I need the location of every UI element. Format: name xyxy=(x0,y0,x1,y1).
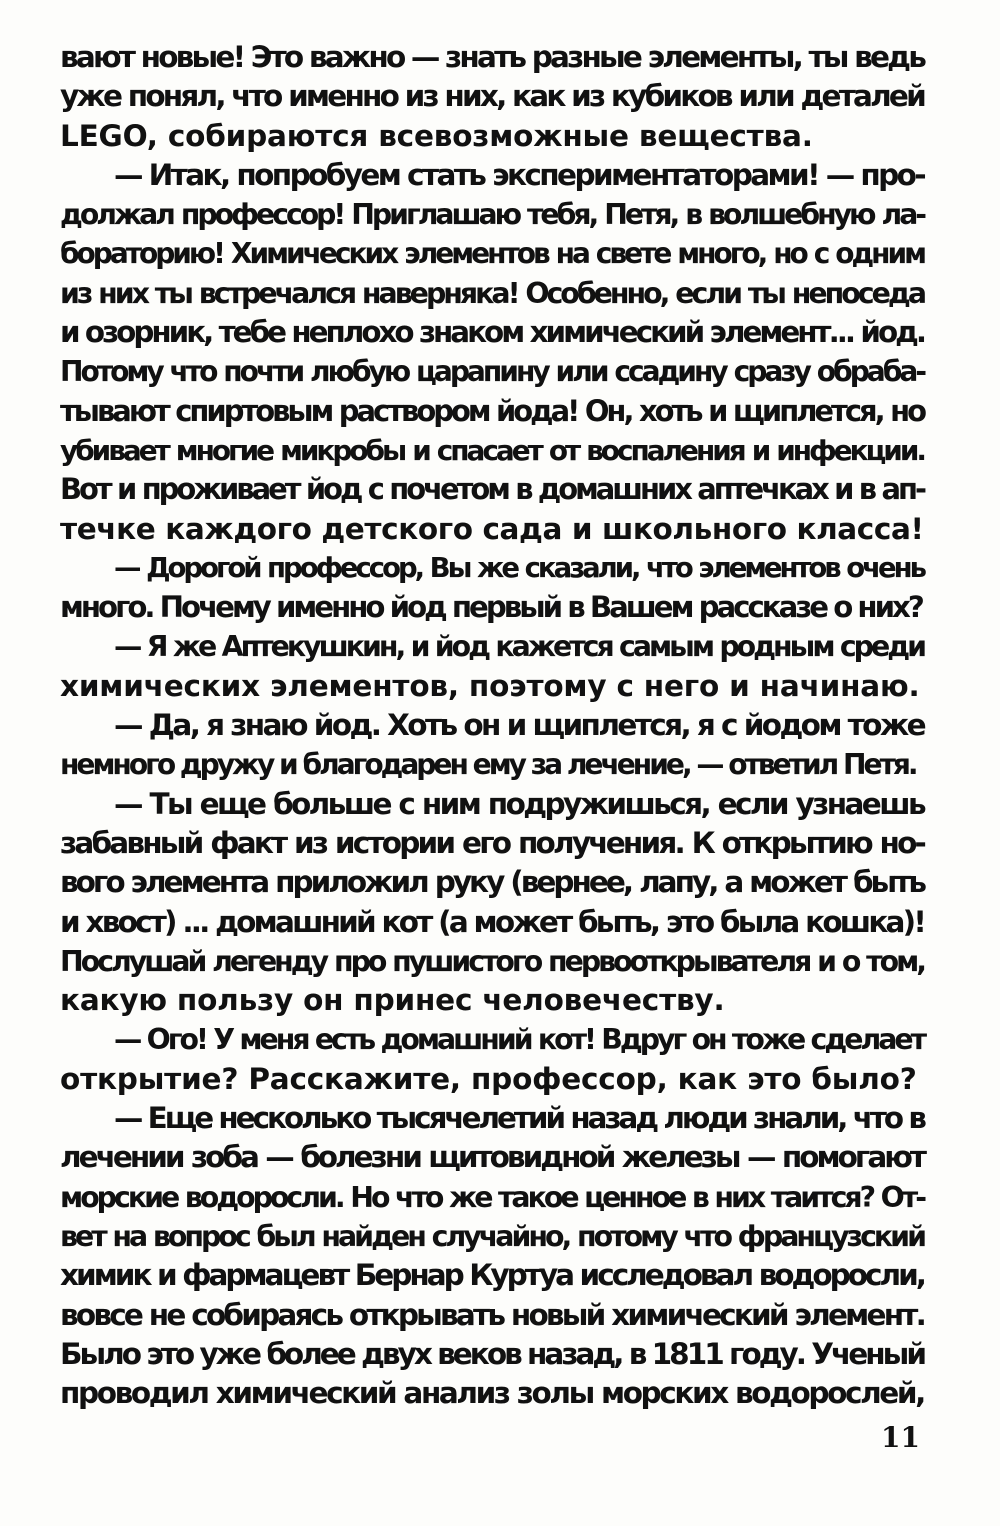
text-line: много. Почему именно йод первый в Вашем рассказе о них? xyxy=(60,590,922,625)
text-line: — Ты еще больше с ним подружишься, если узнаешь xyxy=(114,786,924,821)
text-line: Было это уже более двух веков назад, в 1811 году. Ученый xyxy=(60,1336,924,1371)
text-line: — Еще несколько тысячелетий назад люди знали, что в xyxy=(114,1101,924,1136)
text-line: и озорник, тебе неплохо знаком химический элемент... йод. xyxy=(60,315,924,350)
text-line: немного дружу и благодарен ему за лечение, — ответил Петя. xyxy=(60,748,916,782)
text-line: вого элемента приложил руку (вернее, лапу, а может быть xyxy=(60,865,924,900)
text-line: лечении зоба — болезни щитовидной железы — помогают xyxy=(60,1140,924,1175)
text-line: Послушай легенду про пушистого первооткрывателя и о том, xyxy=(60,944,924,978)
text-line: бораторию! Химических элементов на свете много, но с одним xyxy=(60,237,924,271)
text-line: Вот и проживает йод с почетом в домашних аптечках и в ап- xyxy=(60,472,924,507)
text-line: тывают спиртовым раствором йода! Он, хоть и щиплется, но xyxy=(60,393,924,428)
text-line: вет на вопрос был найден случайно, потому что французский xyxy=(60,1219,924,1253)
text-line: — Я же Аптекушкин, и йод кажется самым родным среди xyxy=(114,630,924,664)
text-line: — Ого! У меня есть домашний кот! Вдруг он тоже сделает xyxy=(114,1023,924,1057)
text-line: проводил химический анализ золы морских водорослей, xyxy=(60,1376,924,1411)
page-number: 11 xyxy=(881,1421,920,1454)
text-line: морские водоросли. Но что же такое ценное в них таится? От- xyxy=(60,1180,924,1214)
text-line: и хвост) ... домашний кот (а может быть, это была кошка)! xyxy=(60,904,924,939)
text-line: вовсе не собираясь открывать новый химический элемент. xyxy=(60,1297,924,1332)
text-line: химических элементов, поэтому с него и начинаю. xyxy=(60,668,920,703)
text-line: LEGO, собираются всевозможные вещества. xyxy=(60,118,813,153)
text-line: уже понял, что именно из них, как из кубиков или деталей xyxy=(60,79,924,114)
text-line: течке каждого детского сада и школьного класса! xyxy=(60,511,924,546)
text-line: вают новые! Это важно — знать разные элементы, ты ведь xyxy=(60,40,925,74)
text-line: должал профессор! Приглашаю тебя, Петя, в волшебную ла- xyxy=(60,198,924,232)
text-line: открытие? Расскажите, профессор, как это было? xyxy=(60,1061,917,1096)
text-line: убивает многие микробы и спасает от воспаления и инфекции. xyxy=(60,433,924,467)
text-line: Потому что почти любую царапину или ссадину сразу обраба- xyxy=(60,355,924,389)
text-line: — Итак, попробуем стать экспериментаторами! — про- xyxy=(114,157,924,192)
body-text xyxy=(60,38,924,1413)
text-line: из них ты встречался наверняка! Особенно, если ты непоседа xyxy=(60,276,924,310)
text-line: какую пользу он принес человечеству. xyxy=(60,983,725,1018)
text-line: — Дорогой профессор, Вы же сказали, что элементов очень xyxy=(114,551,924,584)
text-line: химик и фармацевт Бернар Куртуа исследовал водоросли, xyxy=(60,1258,924,1293)
text-line: — Да, я знаю йод. Хоть он и щиплется, я с йодом тоже xyxy=(114,708,924,743)
text-line: забавный факт из истории его получения. К открытию но- xyxy=(60,825,924,860)
